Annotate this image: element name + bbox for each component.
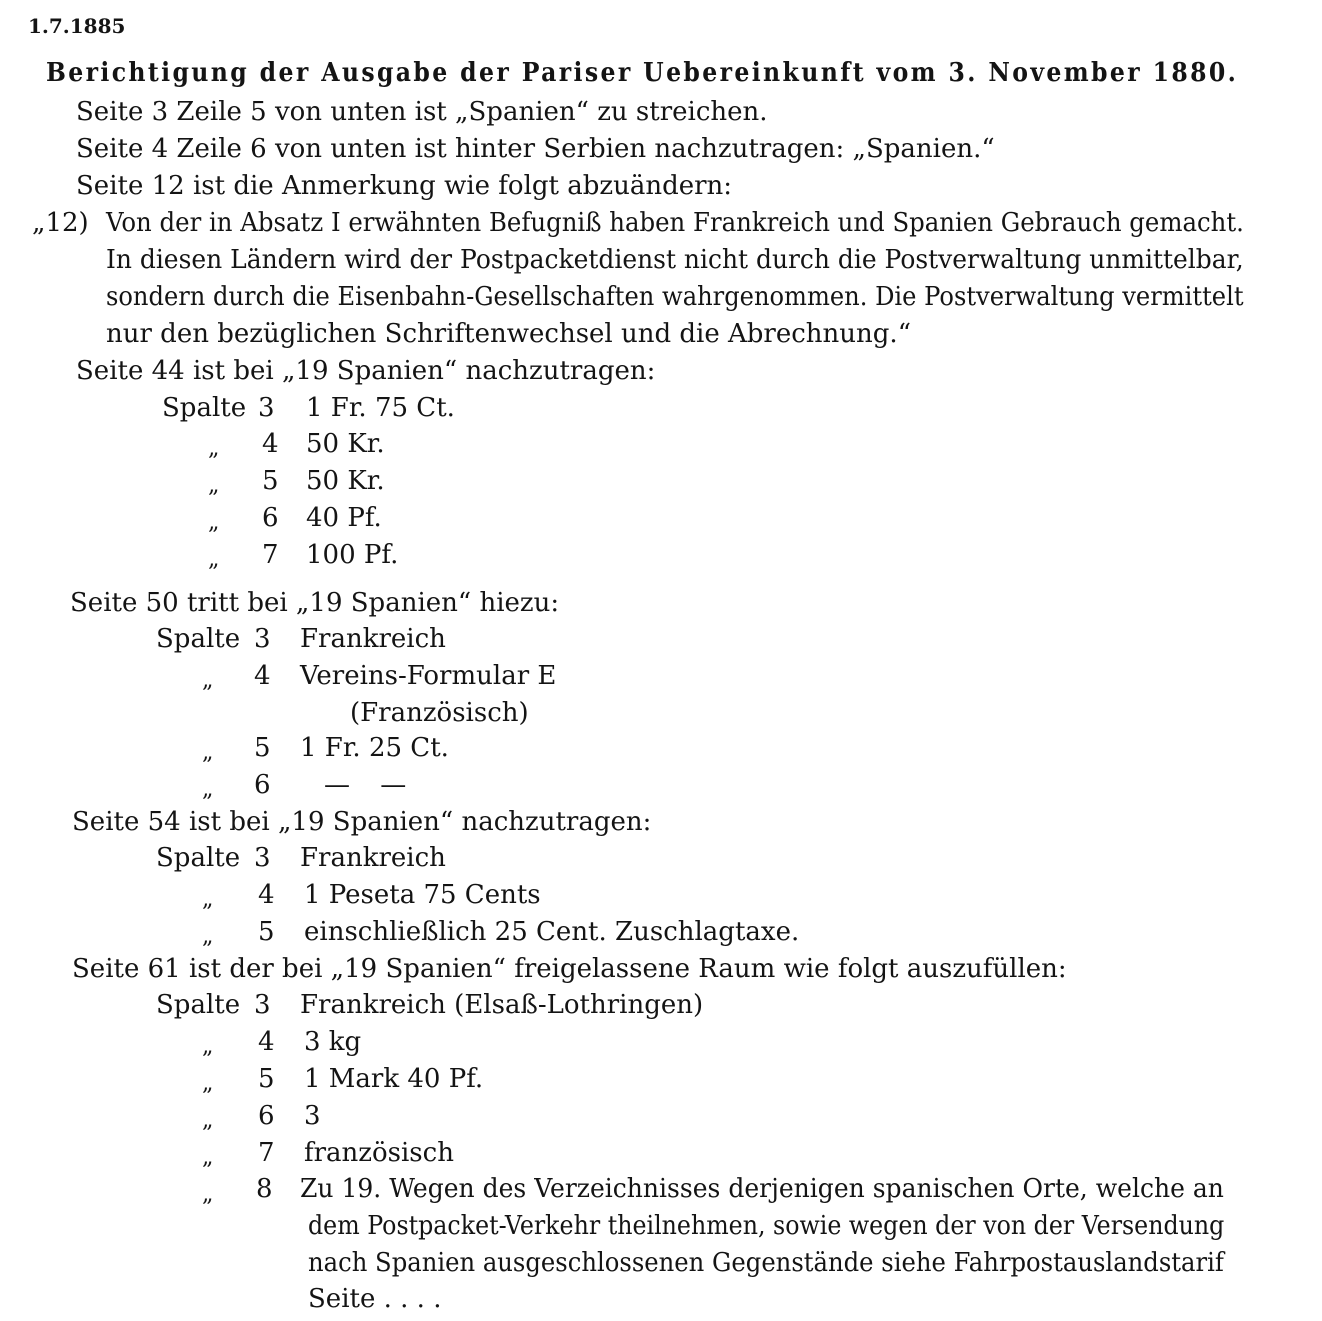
correction-line-2: Seite 4 Zeile 6 von unten ist hinter Serbien nachzutragen: „Spanien.“ bbox=[76, 134, 995, 164]
row-number: 5 bbox=[254, 733, 271, 763]
row-value: 1 Fr. 25 Ct. bbox=[300, 733, 449, 763]
row-number: 4 bbox=[258, 1027, 275, 1057]
ditto-mark: „ bbox=[202, 1108, 214, 1133]
row-value: 1 Peseta 75 Cents bbox=[304, 880, 541, 910]
row-label: Spalte bbox=[156, 843, 241, 873]
row-number: 7 bbox=[262, 540, 279, 570]
note-line-4: nur den bezüglichen Schriftenwechsel und die Abrechnung.“ bbox=[106, 319, 911, 349]
note-line-1: Von der in Absatz I erwähnten Befugniß haben Frankreich und Spanien Gebrauch gemacht. bbox=[106, 208, 1244, 238]
ditto-mark: „ bbox=[202, 1034, 214, 1059]
row-number: 4 bbox=[254, 661, 271, 691]
row-value: 40 Pf. bbox=[306, 503, 382, 533]
ditto-mark: „ bbox=[202, 740, 214, 765]
row-value-continued: (Französisch) bbox=[350, 698, 529, 728]
row-value: — — bbox=[324, 770, 407, 800]
ditto-mark: „ bbox=[202, 1071, 214, 1096]
row-number: 6 bbox=[262, 503, 279, 533]
row-value: 50 Kr. bbox=[306, 466, 385, 496]
row-number: 7 bbox=[258, 1138, 275, 1168]
row-number: 3 bbox=[258, 393, 275, 423]
ditto-mark: „ bbox=[202, 1182, 214, 1207]
row-number: 6 bbox=[254, 770, 271, 800]
note-marker: „12) bbox=[32, 208, 89, 238]
row-value: 50 Kr. bbox=[306, 429, 385, 459]
row-label: Spalte bbox=[162, 393, 247, 423]
correction-line-1: Seite 3 Zeile 5 von unten ist „Spanien“ zu streichen. bbox=[76, 97, 768, 127]
ditto-mark: „ bbox=[202, 887, 214, 912]
row-number: 5 bbox=[258, 1064, 275, 1094]
row-number: 3 bbox=[254, 624, 271, 654]
row-value: französisch bbox=[304, 1138, 454, 1168]
row-label: Spalte bbox=[156, 624, 241, 654]
row-label: Spalte bbox=[156, 990, 241, 1020]
row-value: 100 Pf. bbox=[306, 540, 399, 570]
row-value: Frankreich bbox=[300, 624, 446, 654]
correction-line-3: Seite 12 ist die Anmerkung wie folgt abzuändern: bbox=[76, 171, 733, 201]
row-value: 1 Fr. 75 Ct. bbox=[306, 393, 455, 423]
section-heading-seite-54: Seite 54 ist bei „19 Spanien“ nachzutragen: bbox=[72, 807, 652, 837]
section-heading-seite-61: Seite 61 ist der bei „19 Spanien“ freigelassene Raum wie folgt auszufüllen: bbox=[72, 954, 1067, 984]
ditto-mark: „ bbox=[208, 547, 220, 572]
ditto-mark: „ bbox=[208, 436, 220, 461]
row-number: 3 bbox=[254, 843, 271, 873]
note-line-3: sondern durch die Eisenbahn-Gesellschaften wahrgenommen. Die Postverwaltung vermittelt bbox=[106, 282, 1244, 312]
row-value: Zu 19. Wegen des Verzeichnisses derjenigen spanischen Orte, welche an bbox=[300, 1174, 1224, 1204]
ditto-mark: „ bbox=[208, 473, 220, 498]
row-number: 5 bbox=[258, 917, 275, 947]
ditto-mark: „ bbox=[202, 1145, 214, 1170]
ditto-mark: „ bbox=[202, 777, 214, 802]
document-date: 1.7.1885 bbox=[28, 14, 126, 38]
row-value: Frankreich (Elsaß-Lothringen) bbox=[300, 990, 704, 1020]
section-heading-seite-44: Seite 44 ist bei „19 Spanien“ nachzutragen: bbox=[76, 356, 656, 386]
row-value: 3 kg bbox=[304, 1027, 362, 1057]
document-title: Berichtigung der Ausgabe der Pariser Uebereinkunft vom 3. November 1880. bbox=[46, 58, 1239, 88]
row-value: 3 bbox=[304, 1101, 321, 1131]
row-number: 5 bbox=[262, 466, 279, 496]
row-value: einschließlich 25 Cent. Zuschlagtaxe. bbox=[304, 917, 800, 947]
row-number: 8 bbox=[256, 1174, 273, 1204]
row-value-continued: dem Postpacket-Verkehr theilnehmen, sowie wegen der von der Versendung bbox=[308, 1211, 1225, 1241]
note-line-2: In diesen Ländern wird der Postpacketdienst nicht durch die Postverwaltung unmittelbar, bbox=[106, 245, 1244, 275]
ditto-mark: „ bbox=[208, 510, 220, 535]
row-value: Frankreich bbox=[300, 843, 446, 873]
ditto-mark: „ bbox=[202, 668, 214, 693]
row-value: 1 Mark 40 Pf. bbox=[304, 1064, 484, 1094]
row-number: 4 bbox=[262, 429, 279, 459]
section-heading-seite-50: Seite 50 tritt bei „19 Spanien“ hiezu: bbox=[70, 588, 560, 618]
row-number: 3 bbox=[254, 990, 271, 1020]
row-number: 6 bbox=[258, 1101, 275, 1131]
row-value: Vereins-Formular E bbox=[300, 661, 557, 691]
ditto-mark: „ bbox=[202, 924, 214, 949]
row-value-continued: Seite . . . . bbox=[308, 1284, 442, 1314]
row-value-continued: nach Spanien ausgeschlossenen Gegenstände siehe Fahrpostauslandstarif bbox=[308, 1248, 1224, 1278]
row-number: 4 bbox=[258, 880, 275, 910]
